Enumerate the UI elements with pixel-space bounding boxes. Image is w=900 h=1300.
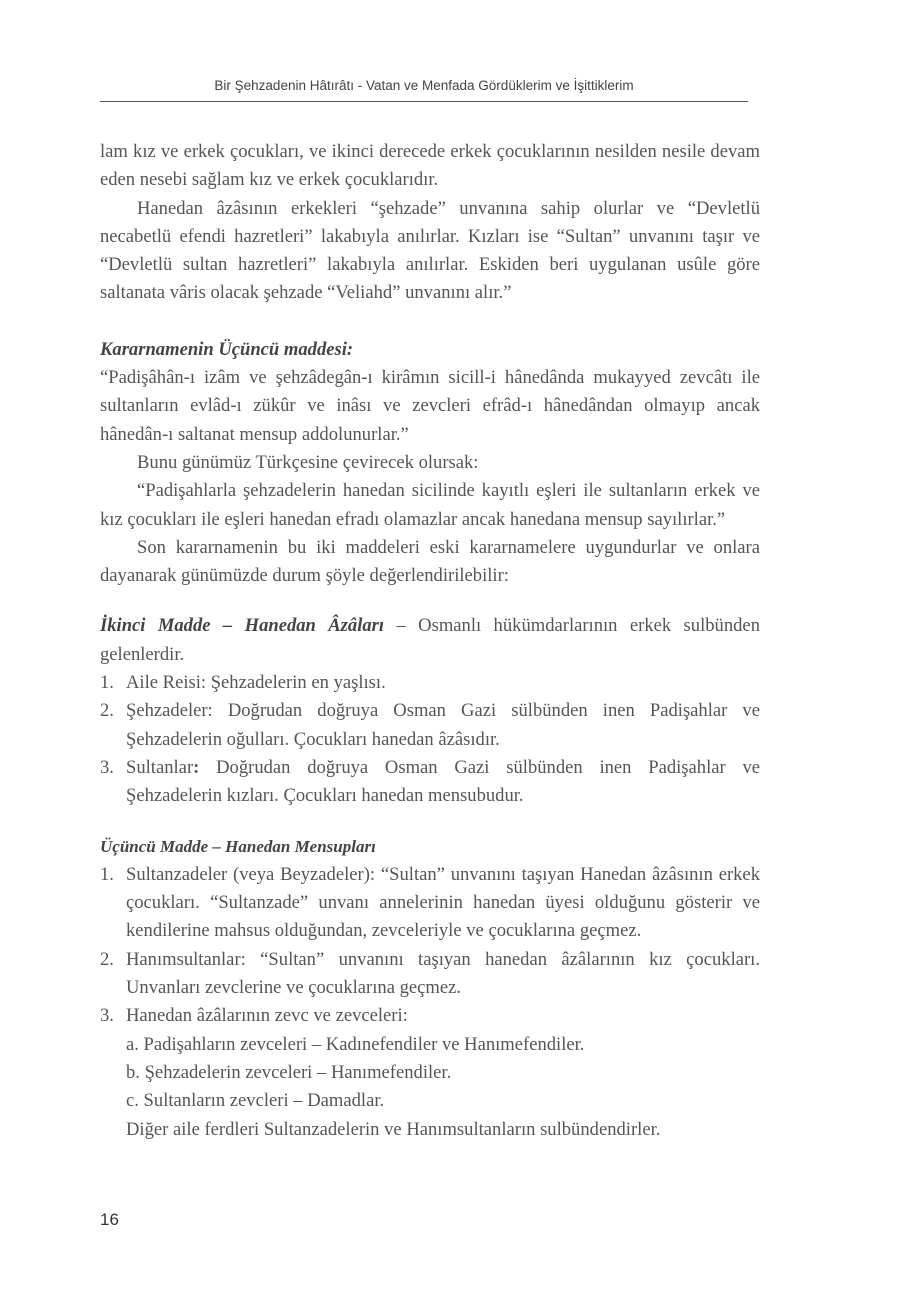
list-number: 3. — [100, 1005, 114, 1027]
section-intro-text: – Osmanlı hükümdarlarının erkek sulbünden gelenlerdir. — [100, 615, 760, 665]
header-rule — [100, 101, 748, 102]
list-number: 1. — [100, 863, 114, 885]
paragraph: Son kararnamenin bu iki maddeleri eski kararnamelere uygundurlar ve onlara dayanarak günümüzde durum şöyle değerlendirilebilir: — [100, 536, 760, 587]
paragraph: “Padişâhân-ı izâm ve şehzâdegân-ı kirâmın sicill-i hânedânda mukayyed zevcâtı ile sultanların evlâd-ı zükûr ve inâsı ve zevcleri efrâd-ı hânedândan olmayıp ancak hânedân-ı saltanat mensup addolunurlar.” — [100, 367, 760, 445]
paragraph: Bunu günümüz Türkçesine çevirecek olursak: — [137, 451, 479, 473]
spacer — [100, 590, 760, 612]
list-item-text: Şehzadeler: Doğrudan doğruya Osman Gazi sülbünden inen Padişahlar ve Şehzadelerin oğulları. Çocukları hanedan âzâsıdır. — [126, 700, 760, 750]
list-item — [100, 946, 760, 1003]
list-item — [100, 669, 760, 697]
section-heading: Kararnamenin Üçüncü maddesi: — [100, 338, 354, 360]
list-item-label: Sultanlar — [126, 756, 194, 778]
list-number: 2. — [100, 700, 114, 722]
list-item — [100, 754, 760, 811]
list-number: 1. — [100, 672, 114, 694]
list-item-text: Sultanzadeler (veya Beyzadeler): “Sultan” unvanını taşıyan Hanedan âzâsının erkek çocukları. “Sultanzade” unvanı annelerinin hanedan üyesi olduğunu gösterir ve kendilerine mahsus olduğundan, zevceleriyle ve çocuklarına geçmez. — [126, 863, 760, 942]
list-item — [100, 1002, 760, 1030]
spacer — [100, 308, 760, 336]
sub-list-item: a. Padişahların zevceleri – Kadınefendiler ve Hanımefendiler. — [126, 1033, 585, 1055]
list-item-text: Aile Reisi: Şehzadelerin en yaşlısı. — [126, 672, 386, 694]
list-item-text: Hanedan âzâlarının zevc ve zevceleri: — [126, 1005, 408, 1027]
list-number: 2. — [100, 948, 114, 970]
running-header: Bir Şehzadenin Hâtırâtı - Vatan ve Menfada Gördüklerim ve İşittiklerim — [214, 78, 634, 93]
section-heading: İkinci Madde – Hanedan Âzâları — [100, 615, 385, 637]
list-item-text: Doğrudan doğruya Osman Gazi sülbünden inen Padişahlar ve Şehzadelerin kızları. Çocukları hanedan mensubudur. — [126, 756, 760, 807]
list-item-colon: : — [193, 756, 200, 778]
list-number: 3. — [100, 756, 114, 778]
list-item — [100, 861, 760, 946]
sub-list-item: b. Şehzadelerin zevceleri – Hanımefendiler. — [126, 1061, 452, 1083]
list-item — [100, 697, 760, 754]
paragraph: Hanedan âzâsının erkekleri “şehzade” unvanına sahip olurlar ve “Devletlü necabetlü efendi hazretleri” lakabıyla anılırlar. Kızları ise “Sultan” unvanını taşır ve “Devletlü sultan hazretleri” lakabıyla anılırlar. Eskiden beri uygulanan usûle göre saltanata vâris olacak şehzade “Veliahd” unvanını alır.” — [100, 197, 760, 304]
paragraph: “Padişahlarla şehzadelerin hanedan sicilinde kayıtlı eşleri ile sultanların erkek ve kız çocukları ile eşleri hanedan efradı olamazlar ancak hanedana mensup sayılırlar.” — [100, 480, 760, 530]
numbered-list — [100, 861, 760, 1031]
page-number: 16 — [100, 1210, 119, 1229]
spacer — [100, 811, 760, 833]
sub-list-item: c. Sultanların zevcleri – Damadlar. — [126, 1090, 385, 1112]
section-intro — [100, 612, 760, 669]
body-text — [100, 138, 760, 1144]
closing-line: Diğer aile ferdleri Sultanzadelerin ve Hanımsultanların sulbündendirler. — [126, 1118, 661, 1140]
section-heading: Üçüncü Madde – Hanedan Mensupları — [100, 836, 376, 856]
numbered-list — [100, 669, 760, 810]
paragraph: lam kız ve erkek çocukları, ve ikinci derecede erkek çocuklarının nesilden nesile devam eden nesebi sağlam kız ve erkek çocuklarıdır. — [100, 141, 760, 191]
list-item-text: Hanımsultanlar: “Sultan” unvanını taşıyan hanedan âzâlarının kız çocukları. Unvanları zevclerine ve çocuklarına geçmez. — [126, 948, 760, 999]
